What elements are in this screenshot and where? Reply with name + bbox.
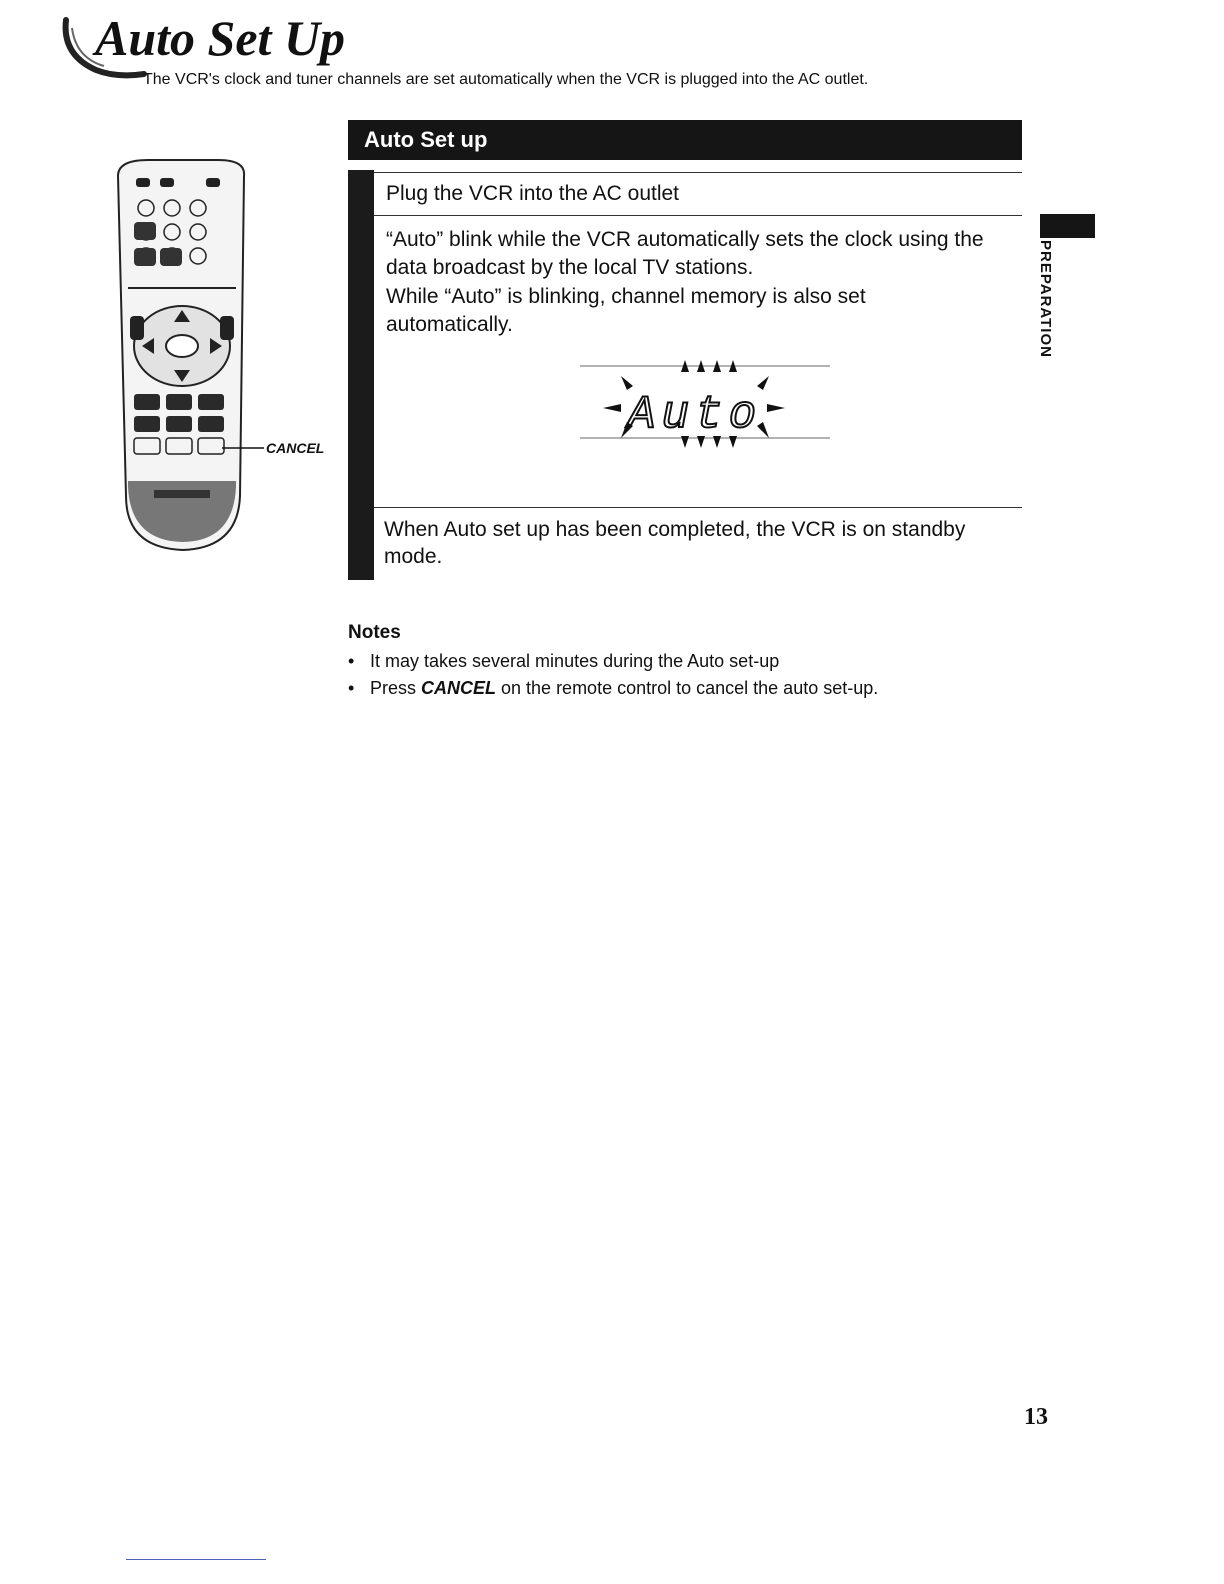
footer-rule <box>126 1559 266 1560</box>
blinking-auto-display <box>575 352 835 460</box>
intro-text: The VCR's clock and tuner channels are set automatically when the VCR is plugged into the AC outlet. <box>143 71 869 88</box>
divider <box>374 507 1022 508</box>
note-item: • It may takes several minutes during the Auto set-up <box>348 651 780 671</box>
divider <box>374 215 1022 216</box>
side-tab-label: PREPARATION <box>1037 240 1054 358</box>
page-title: Auto Set Up <box>95 10 346 66</box>
step-2-text: “Auto” blink while the VCR automatically sets the clock using the data broadcast by the local TV stations. <box>386 228 984 279</box>
note-item: • Press CANCEL on the remote control to cancel the auto set-up. <box>348 678 879 698</box>
divider <box>374 172 1022 173</box>
cancel-callout-line <box>222 446 264 450</box>
steps-side-bar <box>348 170 374 580</box>
note-2-suffix: on the remote control to cancel the auto set-up. <box>496 678 879 698</box>
display-auto-glyphs: Auto <box>627 389 763 441</box>
side-tab-marker <box>1040 214 1095 238</box>
note-2-cancel-keyword: CANCEL <box>421 678 497 698</box>
notes-title: Notes <box>348 622 401 643</box>
cancel-button-callout: CANCEL <box>266 440 325 456</box>
step-1-text: Plug the VCR into the AC outlet <box>386 182 680 205</box>
remote-control-illustration <box>108 156 258 556</box>
step-3-text: When Auto set up has been completed, the VCR is on standby mode. <box>384 518 966 568</box>
section-header: Auto Set up <box>348 120 1022 160</box>
note-1-text: It may takes several minutes during the Auto set-up <box>370 651 780 671</box>
page-number: 13 <box>1024 1404 1048 1430</box>
notes-list <box>348 648 1048 702</box>
note-2-prefix: Press <box>370 678 422 698</box>
step-2-text-continued: While “Auto” is blinking, channel memory is also set automatically. <box>386 285 866 336</box>
